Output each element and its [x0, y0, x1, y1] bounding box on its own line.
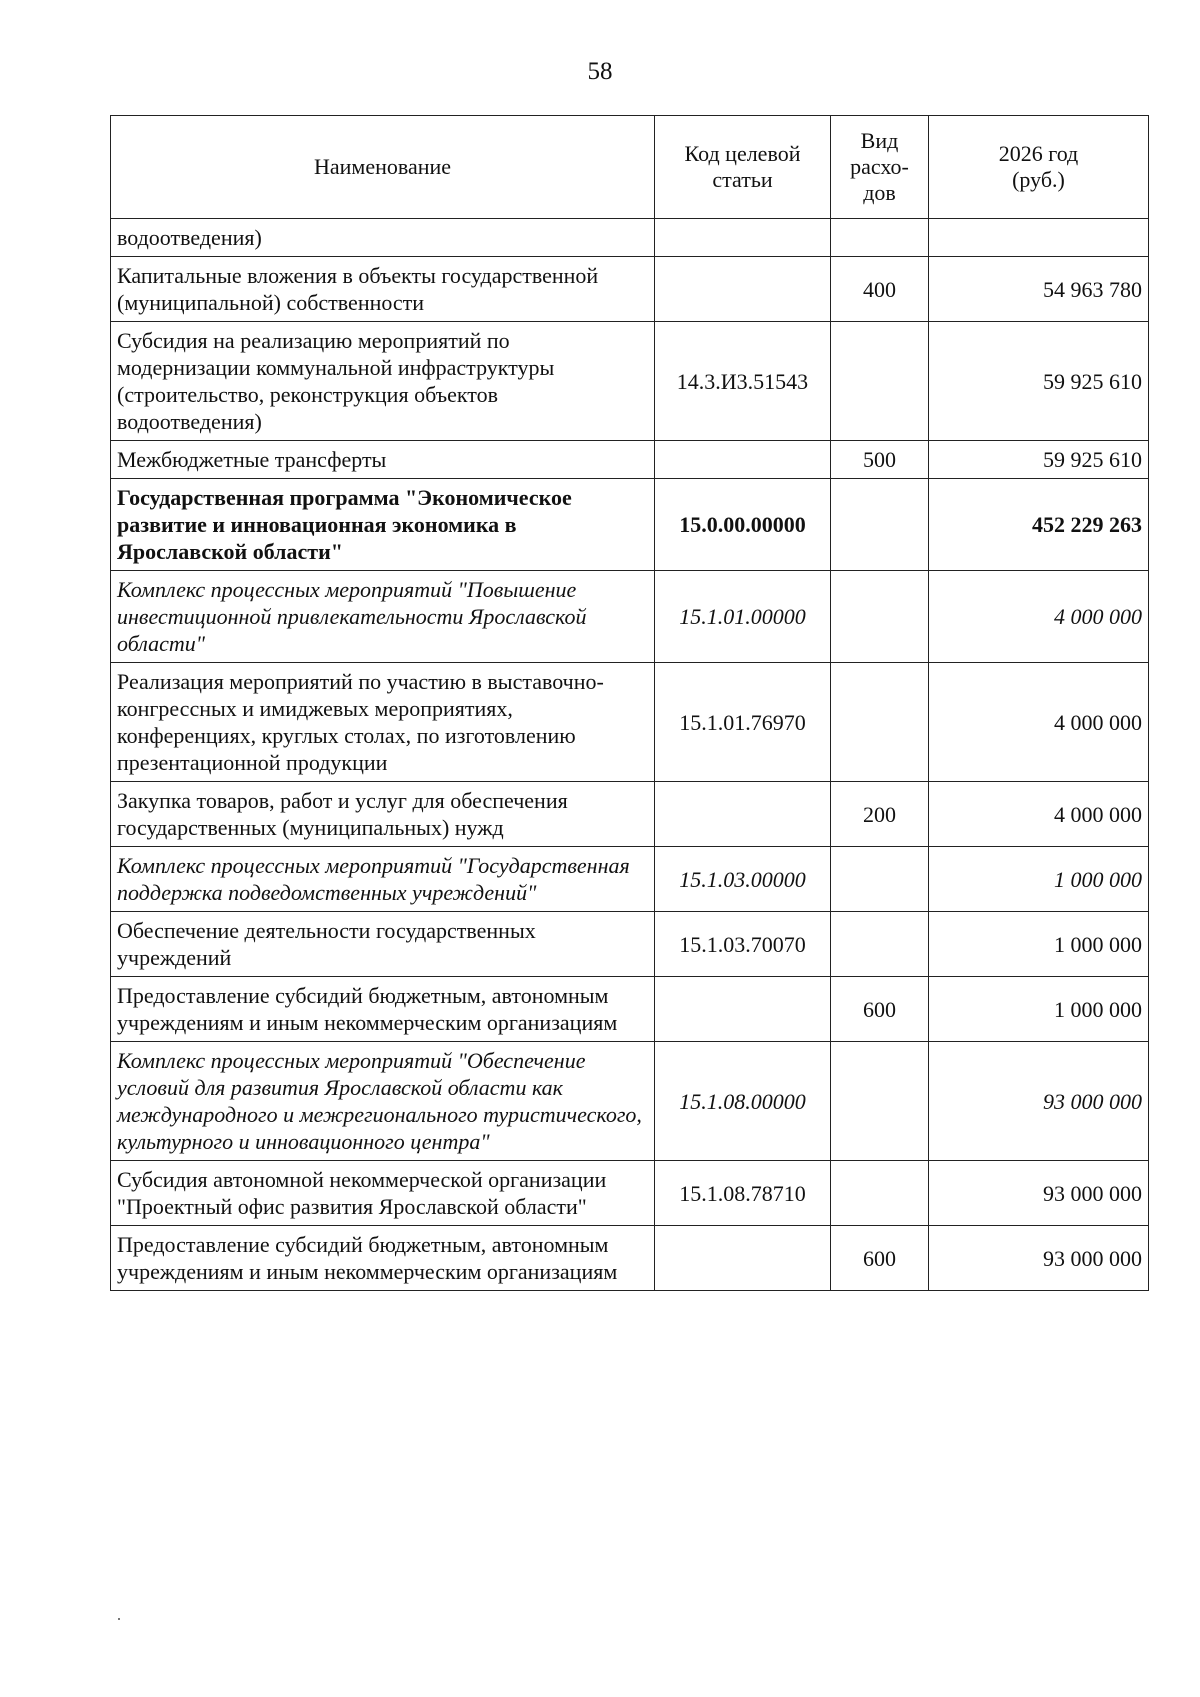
row-amount: 54 963 780 — [929, 257, 1149, 322]
row-amount: 59 925 610 — [929, 441, 1149, 479]
row-amount: 1 000 000 — [929, 977, 1149, 1042]
row-expense-type: 400 — [831, 257, 929, 322]
row-expense-type — [831, 847, 929, 912]
row-code: 15.1.01.76970 — [655, 663, 831, 782]
row-code: 15.1.03.00000 — [655, 847, 831, 912]
row-code: 15.1.08.78710 — [655, 1161, 831, 1226]
scan-artifact — [118, 1618, 120, 1620]
header-amount: 2026 год (руб.) — [929, 116, 1149, 219]
row-name: Капитальные вложения в объекты государственной (муниципальной) собственности — [111, 257, 655, 322]
header-name: Наименование — [111, 116, 655, 219]
table-row — [111, 441, 1149, 479]
table-row — [111, 571, 1149, 663]
row-name: Реализация мероприятий по участию в выставочно-конгрессных и имиджевых мероприятиях, конференциях, круглых столах, по изготовлению презентационной продукции — [111, 663, 655, 782]
row-expense-type — [831, 663, 929, 782]
row-amount: 4 000 000 — [929, 663, 1149, 782]
row-name: Комплекс процессных мероприятий "Обеспечение условий для развития Ярославской области как международного и межрегионального туристического, культурного и инновационного центра" — [111, 1042, 655, 1161]
row-amount: 1 000 000 — [929, 912, 1149, 977]
row-code — [655, 1226, 831, 1291]
table-row — [111, 479, 1149, 571]
header-expense-type: Вид расхо- дов — [831, 116, 929, 219]
row-code: 15.1.03.70070 — [655, 912, 831, 977]
row-code: 14.3.И3.51543 — [655, 322, 831, 441]
row-code — [655, 257, 831, 322]
row-code — [655, 441, 831, 479]
row-amount: 4 000 000 — [929, 571, 1149, 663]
row-code: 15.0.00.00000 — [655, 479, 831, 571]
table-row — [111, 322, 1149, 441]
table-row — [111, 663, 1149, 782]
row-expense-type: 600 — [831, 977, 929, 1042]
table-row — [111, 1226, 1149, 1291]
row-amount: 93 000 000 — [929, 1161, 1149, 1226]
row-amount: 93 000 000 — [929, 1042, 1149, 1161]
row-name: Обеспечение деятельности государственных учреждений — [111, 912, 655, 977]
row-code — [655, 782, 831, 847]
row-name: Государственная программа "Экономическое развитие и инновационная экономика в Ярославской области" — [111, 479, 655, 571]
row-code — [655, 219, 831, 257]
row-name: Комплекс процессных мероприятий "Государственная поддержка подведомственных учреждений" — [111, 847, 655, 912]
row-expense-type — [831, 1161, 929, 1226]
table-row — [111, 847, 1149, 912]
row-expense-type: 500 — [831, 441, 929, 479]
table-row — [111, 977, 1149, 1042]
table-body — [111, 219, 1149, 1291]
row-name: Субсидия на реализацию мероприятий по модернизации коммунальной инфраструктуры (строительство, реконструкция объектов водоотведения) — [111, 322, 655, 441]
row-expense-type — [831, 912, 929, 977]
table-row — [111, 912, 1149, 977]
row-amount: 452 229 263 — [929, 479, 1149, 571]
row-code — [655, 977, 831, 1042]
row-name: Предоставление субсидий бюджетным, автономным учреждениям и иным некоммерческим организациям — [111, 977, 655, 1042]
row-name: Закупка товаров, работ и услуг для обеспечения государственных (муниципальных) нужд — [111, 782, 655, 847]
table-row — [111, 257, 1149, 322]
row-expense-type — [831, 479, 929, 571]
row-amount: 4 000 000 — [929, 782, 1149, 847]
header-code: Код целевой статьи — [655, 116, 831, 219]
row-expense-type: 600 — [831, 1226, 929, 1291]
row-name: Предоставление субсидий бюджетным, автономным учреждениям и иным некоммерческим организациям — [111, 1226, 655, 1291]
row-name: водоотведения) — [111, 219, 655, 257]
row-expense-type: 200 — [831, 782, 929, 847]
budget-table — [110, 115, 1149, 1291]
row-amount — [929, 219, 1149, 257]
row-name: Комплекс процессных мероприятий "Повышение инвестиционной привлекательности Ярославской области" — [111, 571, 655, 663]
row-amount: 59 925 610 — [929, 322, 1149, 441]
row-expense-type — [831, 322, 929, 441]
table-row — [111, 1042, 1149, 1161]
row-expense-type — [831, 219, 929, 257]
page-number: 58 — [587, 58, 613, 85]
row-expense-type — [831, 571, 929, 663]
row-code: 15.1.01.00000 — [655, 571, 831, 663]
row-name: Межбюджетные трансферты — [111, 441, 655, 479]
row-name: Субсидия автономной некоммерческой организации "Проектный офис развития Ярославской области" — [111, 1161, 655, 1226]
row-expense-type — [831, 1042, 929, 1161]
row-amount: 1 000 000 — [929, 847, 1149, 912]
table-row — [111, 219, 1149, 257]
table-header-row — [111, 116, 1149, 219]
table-row — [111, 782, 1149, 847]
row-amount: 93 000 000 — [929, 1226, 1149, 1291]
table-row — [111, 1161, 1149, 1226]
row-code: 15.1.08.00000 — [655, 1042, 831, 1161]
